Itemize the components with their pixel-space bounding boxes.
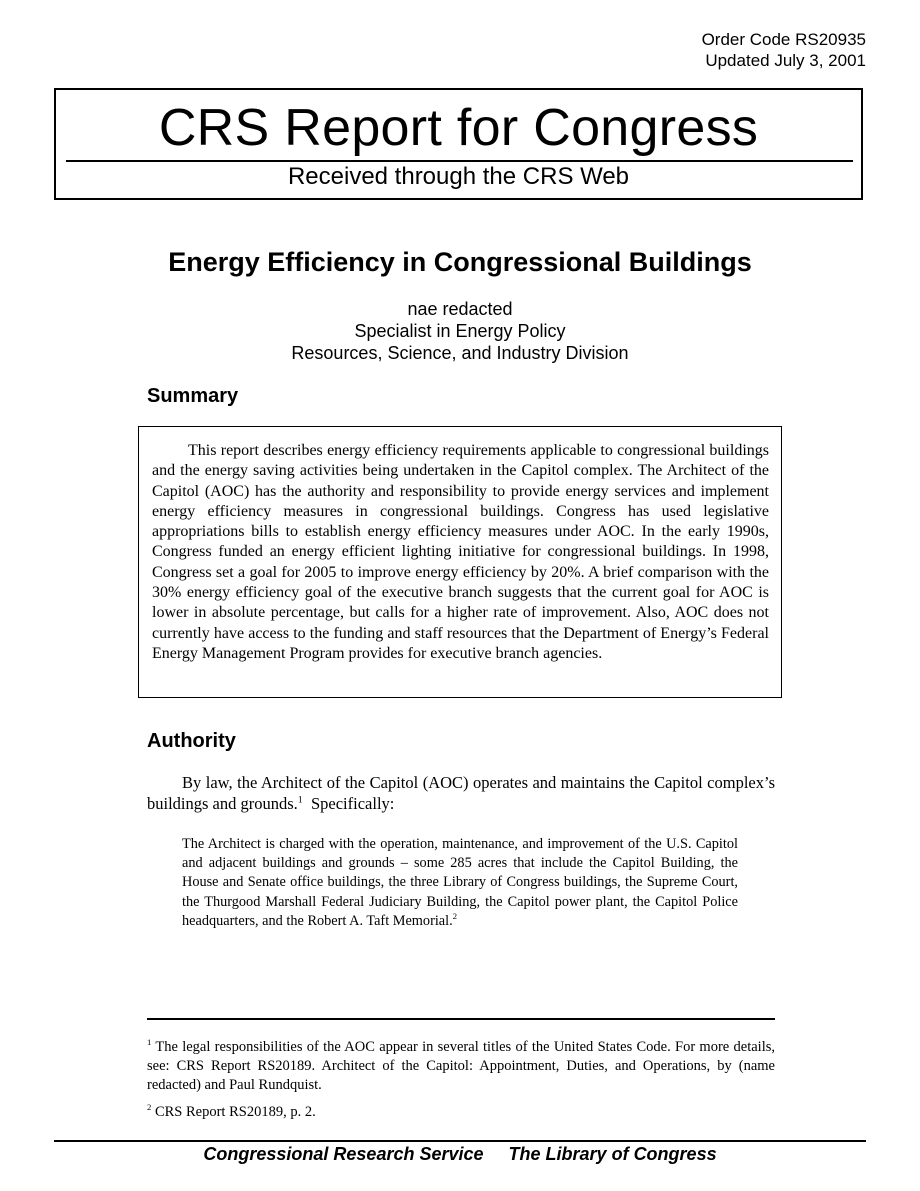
authority-paragraph [147,772,775,814]
block-quote [182,835,738,931]
summary-text: This report describes energy efficiency requirements applicable to congressional buildings and the energy saving activities being undertaken in the Capitol complex. The Architect of the Capitol (AOC) has the authority and responsibility to provide energy services and implement energy efficiency measures in congressional buildings. Congress has used legislative appropriations bills to establish energy efficiency measures under AOC. In the early 1990s, Congress funded an energy efficient lighting initiative for congressional buildings. In 1998, Congress set a goal for 2005 to improve energy efficiency by 20%. A brief comparison with the 30% energy efficiency goal of the executive branch suggests that the current goal for AOC is lower in absolute percentage, but calls for a higher rate of improvement. Also, AOC does not currently have access to the funding and staff resources that the Department of Energy’s Federal Energy Management Program provides for executive branch agencies. [152,442,769,662]
authority-paragraph-tail: Specifically: [302,794,395,813]
authority-paragraph-text: By law, the Architect of the Capitol (AOC) operates and maintains the Capitol complex’s buildings and grounds. [147,773,775,813]
summary-heading: Summary [147,385,239,407]
order-code-block [702,29,866,71]
author-block [0,298,920,364]
footnote-1 [147,1038,775,1095]
footnote-ref-1[interactable]: 1 [297,794,303,806]
footer-library: The Library of Congress [508,1144,717,1164]
report-header [54,88,863,200]
footer-divider [54,1140,866,1142]
author-division: Resources, Science, and Industry Division [291,343,629,363]
footnote-2 [147,1103,775,1122]
authority-heading: Authority [147,730,236,752]
summary-box [138,426,782,698]
footer-organization: Congressional Research Service [203,1144,484,1164]
document-title: Energy Efficiency in Congressional Buildings [168,247,752,277]
block-quote-text: The Architect is charged with the operation, maintenance, and improvement of the U.S. Capitol and adjacent buildings and grounds – some 285 acres that include the Capitol Building, the House and Senate office buildings, the three Library of Congress buildings, the Supreme Court, the Thurgood Marshall Federal Judiciary Building, the Capitol power plant, the Capitol Police headquarters, and the Robert A. Taft Memorial. [182,836,738,929]
report-series-title: CRS Report for Congress [158,99,759,157]
page-footer [0,1143,920,1165]
order-code: Order Code RS20935 [701,30,866,49]
footnote-number: 1 [147,1037,152,1048]
footnote-text: CRS Report RS20189, p. 2. [154,1104,316,1120]
footnote-ref-2[interactable]: 2 [452,911,457,922]
footnote-divider [147,1018,775,1020]
footnote-text: The legal responsibilities of the AOC appear in several titles of the United States Code. For more details, see: CRS Report RS20189. Architect of the Capitol: Appointment, Duties, and Operations, by (name redacted) and Paul Rundquist. [147,1039,775,1093]
footnote-number: 2 [147,1102,152,1113]
report-series-subtitle: Received through the CRS Web [287,163,630,190]
updated-date: Updated July 3, 2001 [705,51,866,70]
header-divider [66,160,853,162]
author-name: nae redacted [407,299,513,319]
author-position: Specialist in Energy Policy [354,321,566,341]
